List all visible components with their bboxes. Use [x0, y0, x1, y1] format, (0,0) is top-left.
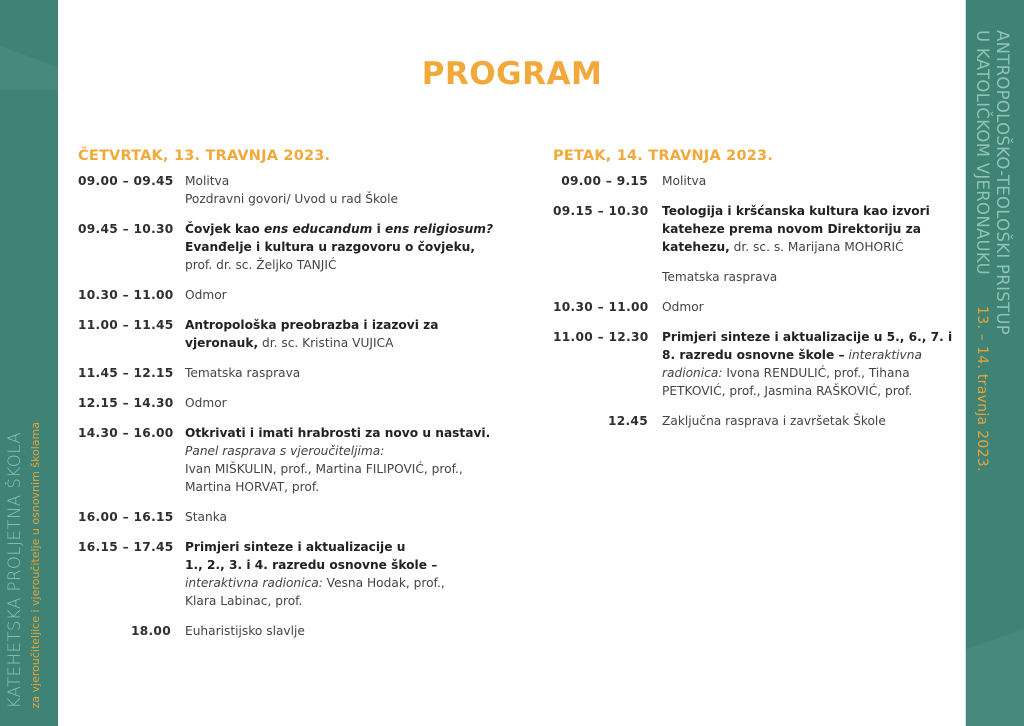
- left-sidebar-text: [4, 422, 45, 709]
- schedule-entry: [78, 622, 498, 640]
- entry-speaker: dr. sc. Kristina VUJICA: [258, 336, 394, 350]
- day-thursday: [78, 148, 498, 652]
- entry-text: Tematska rasprava: [185, 366, 301, 380]
- entry-text: Zaključna rasprava i završetak Škole: [662, 414, 886, 428]
- entry-desc: [171, 172, 498, 208]
- entry-speakers: Vesna Hodak, prof.,: [322, 576, 445, 590]
- entry-followup: Tematska rasprava: [662, 270, 778, 284]
- day-heading: ČETVRTAK, 13. TRAVNJA 2023.: [78, 148, 331, 164]
- entry-time: 09.45 – 10.30: [78, 222, 174, 236]
- schedule-entry: [78, 508, 498, 526]
- entry-time: 10.30 – 11.00: [78, 288, 174, 302]
- entry-text: Euharistijsko slavlje: [185, 624, 305, 638]
- schedule-entry: [553, 172, 953, 190]
- schedule-entry: [78, 364, 498, 382]
- entry-desc: [171, 538, 498, 610]
- school-name: KATEHETSKA PROLJETNA ŠKOLA: [5, 431, 24, 708]
- right-sidebar-text: [972, 30, 1012, 471]
- entry-speakers: Klara Labinac, prof.: [185, 594, 303, 608]
- entry-speakers: Martina HORVAT, prof.: [185, 480, 320, 494]
- schedule-entry: [78, 316, 498, 352]
- entry-main: [662, 202, 953, 256]
- entry-time: 11.45 – 12.15: [78, 366, 174, 380]
- day-heading: PETAK, 14. TRAVNJA 2023.: [553, 148, 774, 164]
- schedule-entry: [78, 394, 498, 412]
- schedule-entry: [78, 286, 498, 304]
- entry-text: Stanka: [185, 510, 228, 524]
- entry-speakers: Ivan MIŠKULIN, prof., Martina FILIPOVIĆ, prof.,: [185, 462, 463, 476]
- school-subtitle: za vjeroučiteljice i vjeroučitelje u osnovnim školama: [29, 421, 42, 708]
- entry-text: Molitva: [662, 174, 707, 188]
- entry-desc: [648, 202, 953, 286]
- title-part: Čovjek kao: [185, 222, 264, 236]
- entry-time: 09.00 – 09.45: [78, 174, 174, 188]
- entry-subtitle: interaktivna radionica:: [185, 576, 323, 590]
- entry-time: 10.30 – 11.00: [553, 300, 649, 314]
- theme-line-2-text: U KATOLIČKOM VJERONAUKU: [973, 30, 992, 275]
- schedule-entry: [78, 172, 498, 208]
- day-friday: [553, 148, 953, 442]
- schedule-entry: [78, 538, 498, 610]
- title-italic: ens educandum: [264, 222, 373, 236]
- entry-time: 18.00: [130, 624, 171, 638]
- entry-time: 11.00 – 12.30: [553, 330, 649, 344]
- entry-desc: [171, 316, 498, 352]
- entry-time: 11.00 – 11.45: [78, 318, 174, 332]
- entry-text: Molitva: [185, 174, 230, 188]
- title-part: Evanđelje i kultura u razgovoru o čovjeku,: [185, 240, 475, 254]
- entry-title: Antropološka preobrazba i izazovi za vjeronauk,: [185, 318, 439, 350]
- schedule-entry: [78, 220, 498, 274]
- entry-time: 09.00 – 9.15: [561, 174, 648, 188]
- entry-time: 16.00 – 16.15: [78, 510, 174, 524]
- entry-title: Primjeri sinteze i aktualizacije u: [185, 540, 406, 554]
- entry-title: [185, 222, 493, 254]
- entry-text: Odmor: [185, 288, 227, 302]
- schedule-entry: [553, 202, 953, 286]
- schedule-entry: [553, 412, 953, 430]
- title-italic: ens religiosum?: [385, 222, 494, 236]
- entry-text: Odmor: [662, 300, 704, 314]
- entry-desc: [648, 328, 953, 400]
- entry-speakers-line: [185, 574, 498, 592]
- entry-title: Otkrivati i imati hrabrosti za novo u nastavi.: [185, 426, 491, 440]
- entry-title: Teologija i kršćanska kultura kao izvori kateheze prema novom Direktoriju za katehezu,: [662, 204, 930, 254]
- schedule-entry: [553, 328, 953, 400]
- entry-time: 16.15 – 17.45: [78, 540, 174, 554]
- schedule-entry: [78, 424, 498, 496]
- schedule-entry: [553, 298, 953, 316]
- entry-desc: [171, 424, 498, 496]
- entry-text: Pozdravni govori/ Uvod u rad Škole: [185, 192, 399, 206]
- event-dates: 13. – 14. travnja 2023.: [974, 305, 990, 472]
- entry-speakers: Ivona RENDULIĆ, prof., Tihana PETKOVIĆ, prof., Jasmina RAŠKOVIĆ, prof.: [662, 366, 913, 398]
- entry-time: 12.15 – 14.30: [78, 396, 174, 410]
- left-sidebar: [0, 0, 58, 726]
- entry-subtitle: interaktivna radionica:: [662, 348, 922, 380]
- title-part: i: [372, 222, 386, 236]
- entry-title: 1., 2., 3. i 4. razredu osnovne škole –: [185, 558, 438, 572]
- entry-speaker: dr. sc. s. Marijana MOHORIĆ: [729, 240, 904, 254]
- entry-time: 12.45: [607, 414, 648, 428]
- page-title: PROGRAM: [421, 56, 603, 92]
- right-sidebar: [965, 0, 1024, 726]
- entry-desc: [171, 220, 498, 274]
- entry-subtitle: Panel rasprava s vjeroučiteljima:: [185, 444, 385, 458]
- entry-time: 14.30 – 16.00: [78, 426, 174, 440]
- entry-time: 09.15 – 10.30: [553, 204, 649, 218]
- theme-line-1: ANTROPOLOŠKO-TEOLOŠKI PRISTUP: [993, 30, 1012, 336]
- entry-title: Primjeri sinteze i aktualizacije u 5., 6., 7. i 8. razredu osnovne škole –: [662, 330, 953, 362]
- theme-line-2: [972, 30, 992, 471]
- entry-speaker: prof. dr. sc. Željko TANJIĆ: [185, 258, 337, 272]
- entry-text: Odmor: [185, 396, 227, 410]
